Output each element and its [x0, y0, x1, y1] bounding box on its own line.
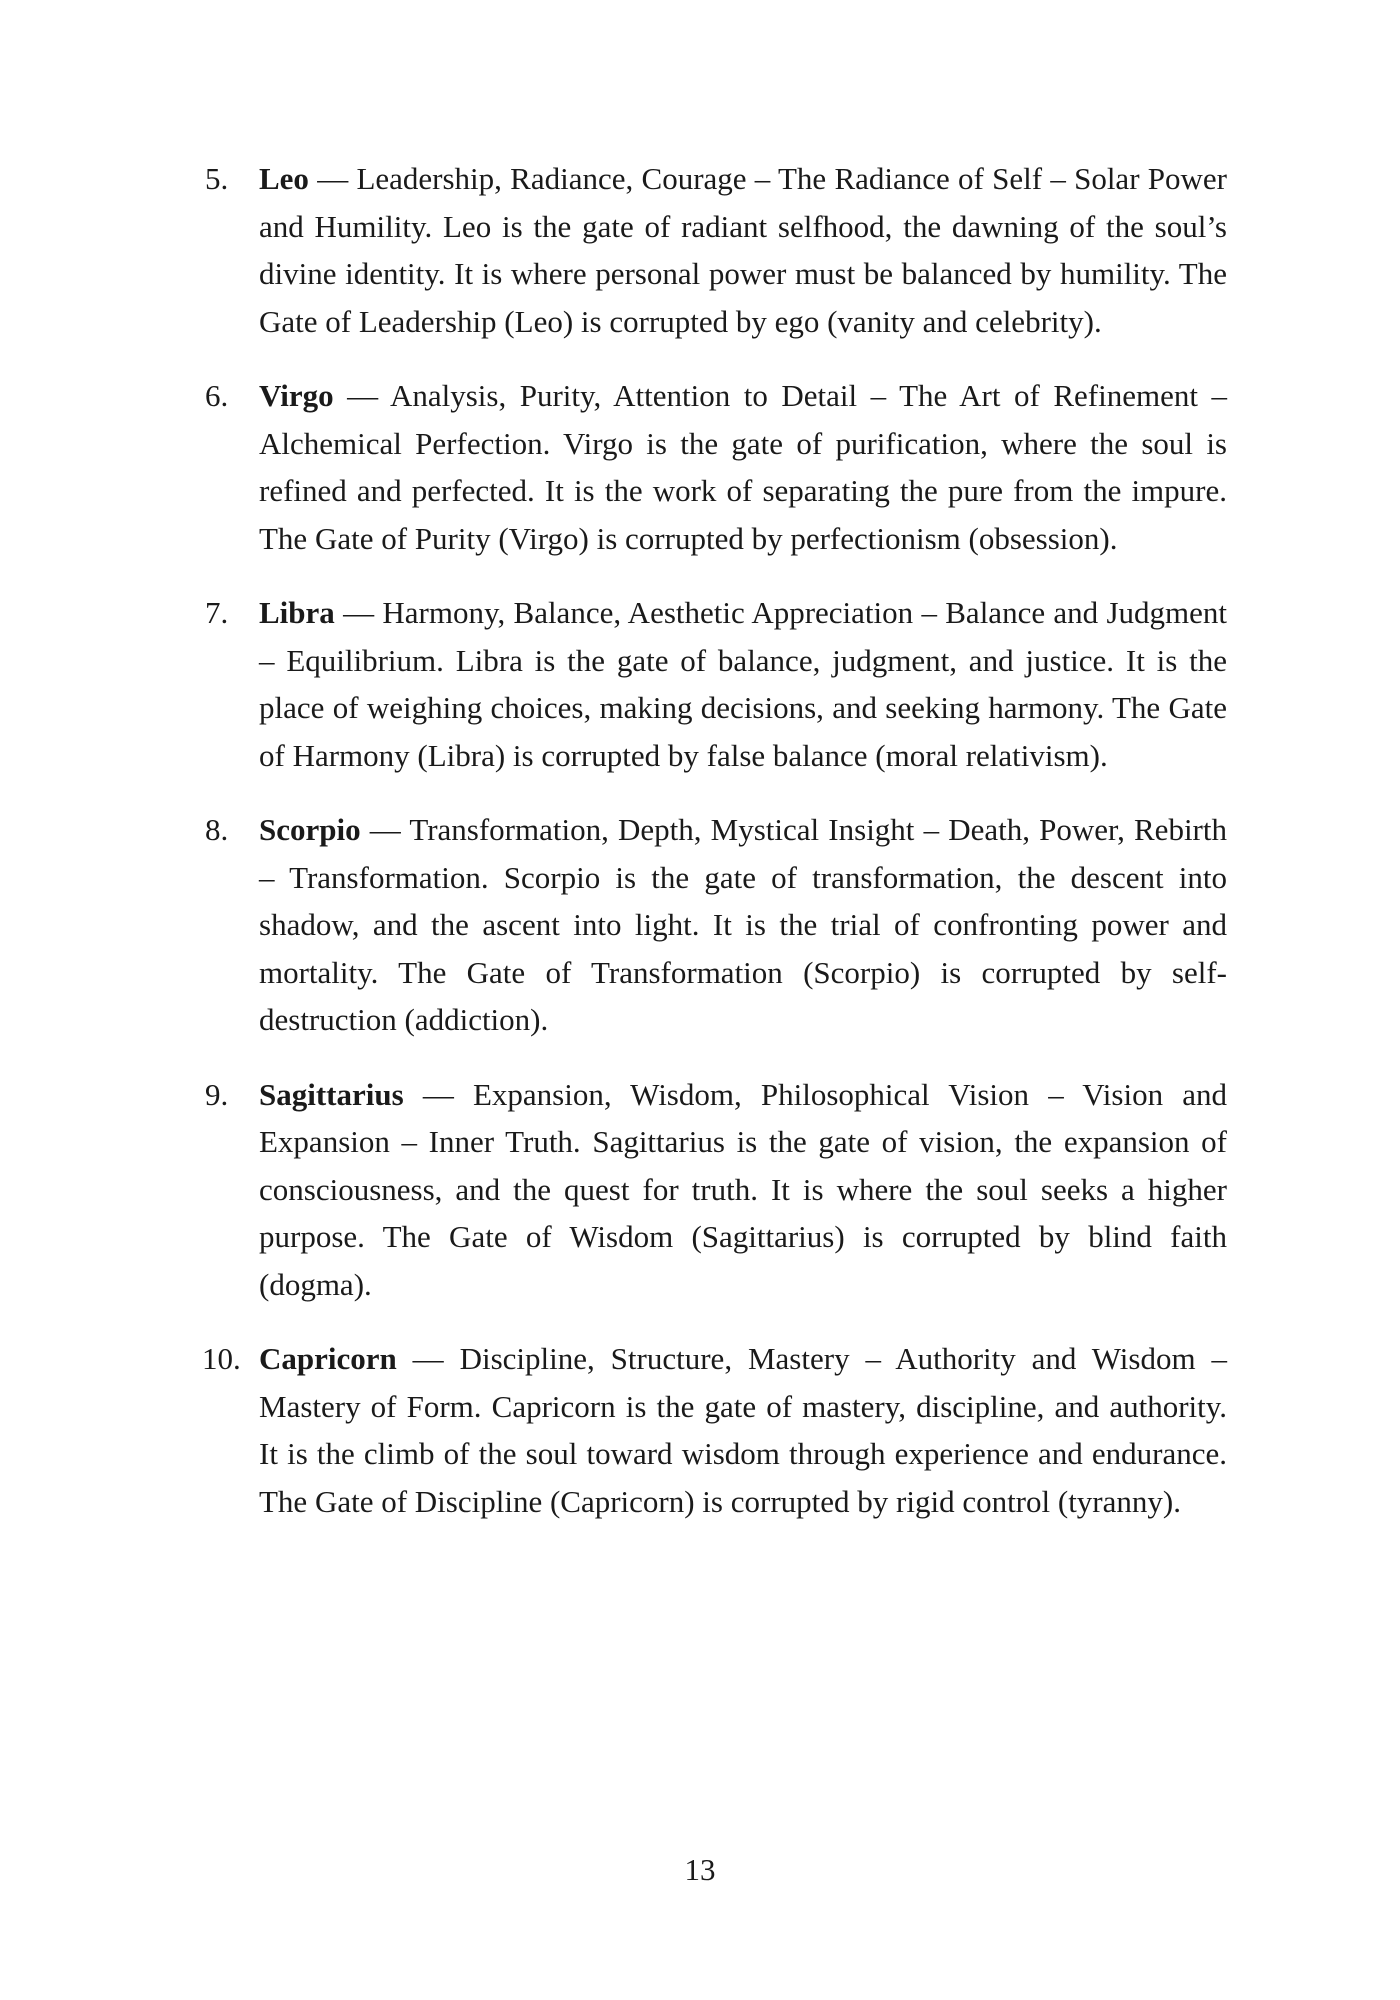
list-item-sagittarius	[205, 1071, 1227, 1309]
list-item-capricorn	[202, 1335, 1227, 1525]
list-number: 10.	[202, 1341, 241, 1376]
list-item-libra	[205, 589, 1227, 779]
gate-name: Leo	[259, 161, 309, 196]
gate-name: Libra	[259, 595, 335, 630]
gate-name: Sagittarius	[259, 1076, 404, 1112]
gate-description: — Discipline, Structure, Mastery – Authority and Wisdom – Mastery of Form. Capricorn is the gate of mastery, discipline, and authority. It is the climb of the soul toward wisdom through experience and endurance. The Gate of Discipline (Capricorn) is corrupted by rigid control (tyranny).	[259, 1341, 1227, 1519]
gate-list	[202, 155, 1227, 1552]
list-item-virgo	[205, 372, 1227, 562]
list-number: 7.	[205, 595, 229, 630]
gate-name: Capricorn	[259, 1341, 397, 1376]
gate-name: Virgo	[259, 378, 334, 413]
gate-description: — Transformation, Depth, Mystical Insight – Death, Power, Rebirth – Transformation. Scorpio is the gate of transformation, the descent into shadow, and the ascent into light. It is the trial of confronting power and mortality. The Gate of Transformation (Scorpio) is corrupted by self-destruction (addiction).	[259, 812, 1227, 1037]
gate-description: — Harmony, Balance, Aesthetic Appreciation – Balance and Judgment – Equilibrium. Libra is the gate of balance, judgment, and justice. It is the place of weighing choices, making decisions, and seeking harmony. The Gate of Harmony (Libra) is corrupted by false balance (moral relativism).	[259, 595, 1227, 773]
gate-description: — Leadership, Radiance, Courage – The Radiance of Self – Solar Power and Humility. Leo is the gate of radiant selfhood, the dawning of the soul’s divine identity. It is where personal power must be balanced by humility. The Gate of Leadership (Leo) is corrupted by ego (vanity and celebrity).	[259, 161, 1227, 339]
list-number: 6.	[205, 378, 229, 413]
gate-name: Scorpio	[259, 812, 361, 847]
gate-description: — Analysis, Purity, Attention to Detail – The Art of Refinement – Alchemical Perfection. Virgo is the gate of purification, where the soul is refined and perfected. It is the work of separating the pure from the impure. The Gate of Purity (Virgo) is corrupted by perfectionism (obsession).	[259, 378, 1227, 556]
list-number: 9.	[205, 1076, 229, 1112]
list-item-scorpio	[205, 806, 1227, 1044]
list-number: 8.	[205, 812, 229, 847]
list-number: 5.	[205, 161, 229, 196]
page-number: 13	[684, 1852, 716, 1887]
gate-description: — Expansion, Wisdom, Philosophical Vision – Vision and Expansion – Inner Truth. Sagittarius is the gate of vision, the expansion of consciousness, and the quest for truth. It is where the soul seeks a higher purpose. The Gate of Wisdom (Sagittarius) is corrupted by blind faith (dogma).	[259, 1076, 1227, 1302]
list-item-leo	[205, 155, 1227, 345]
